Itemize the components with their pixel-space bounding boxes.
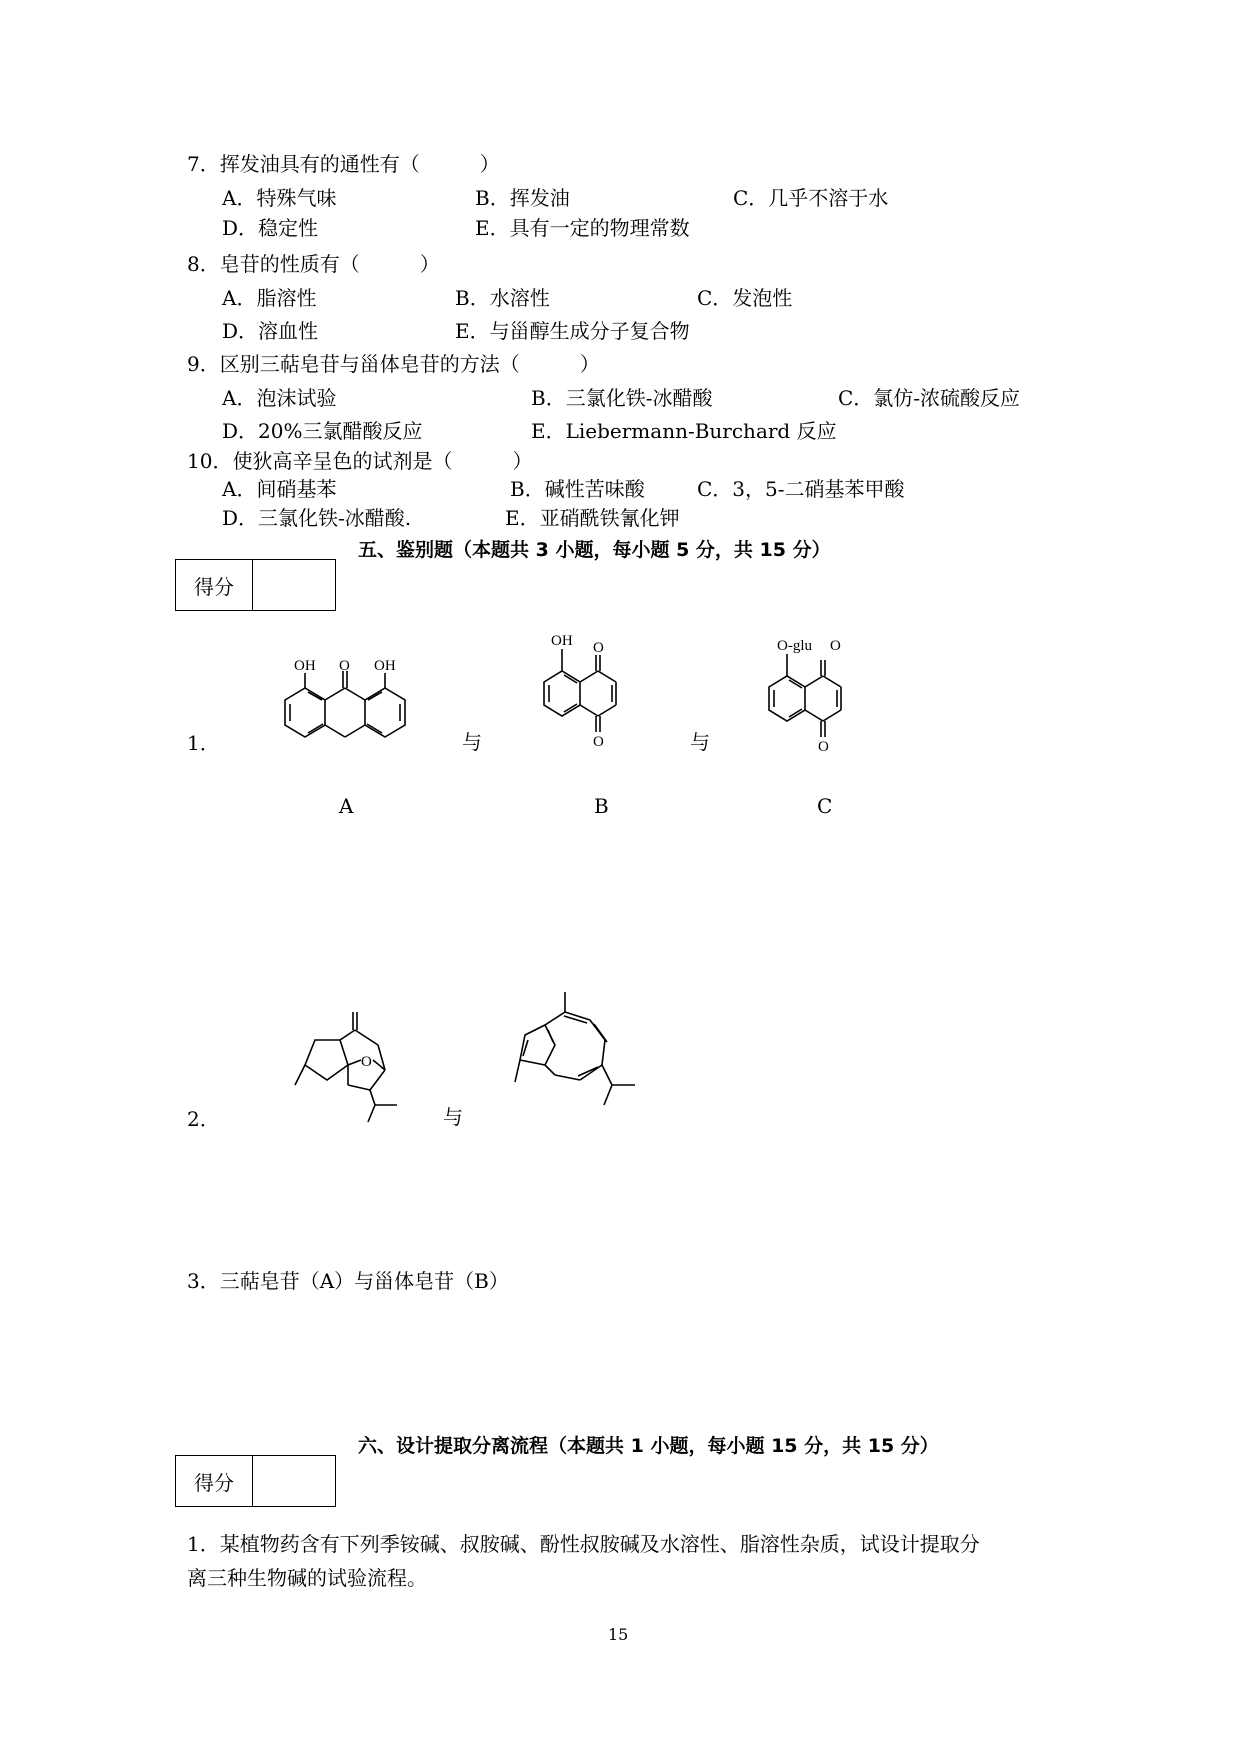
structure-label-a: A [339,794,354,818]
question-10-option-d: D．三氯化铁-冰醋酸. [222,506,412,530]
identify-q2-number: 2． [187,1107,220,1131]
question-8-option-a: A．脂溶性 [222,286,317,310]
question-9-stem: 9．区别三萜皂苷与甾体皂苷的方法（ ） [187,352,600,376]
connector-and-2: 与 [690,730,710,754]
question-8-option-d: D．溶血性 [222,319,319,343]
question-7-option-a: A．特殊气味 [222,186,337,210]
structure-a-oxygen: O [339,658,350,674]
question-8-option-e: E．与甾醇生成分子复合物 [455,319,690,343]
question-8-option-b: B．水溶性 [455,286,550,310]
structure-label-b: B [594,794,609,818]
design-q1-line2: 离三种生物碱的试验流程。 [187,1566,427,1590]
question-7-option-e: E．具有一定的物理常数 [475,216,690,240]
question-10-option-c: C．3，5-二硝基苯甲酸 [697,477,905,501]
question-9-option-c: C．氯仿-浓硫酸反应 [838,386,1021,410]
question-9-option-b: B．三氯化铁-冰醋酸 [531,386,713,410]
identify-q1-number: 1． [187,731,220,755]
section-6-score-box [175,1455,336,1507]
question-7-option-c: C．几乎不溶于水 [733,186,889,210]
question-9-option-a: A．泡沫试验 [222,386,337,410]
question-8-option-c: C．发泡性 [697,286,793,310]
structure-a-oh-left: OH [294,658,316,674]
question-10-option-b: B．碱性苦味酸 [510,477,645,501]
structure-b-oxygen-bottom: O [593,734,604,750]
question-10-option-a: A．间硝基苯 [222,477,337,501]
section-5-score-box [175,559,336,611]
identify-q3: 3．三萜皂苷（A）与甾体皂苷（B） [187,1269,509,1293]
structure-a-oh-right: OH [374,658,396,674]
score-label: 得分 [176,560,253,610]
page-number: 15 [608,1625,629,1644]
section-6-title: 六、设计提取分离流程（本题共 1 小题，每小题 15 分，共 15 分） [358,1435,939,1457]
question-7-stem: 7．挥发油具有的通性有（ ） [187,152,500,176]
question-10-stem: 10．使狄高辛呈色的试剂是（ ） [187,449,533,473]
structure-b-oh: OH [551,633,573,649]
design-q1-line1: 1．某植物药含有下列季铵碱、叔胺碱、酚性叔胺碱及水溶性、脂溶性杂质，试设计提取分 [187,1532,980,1556]
structure-guaiazulene [490,990,660,1130]
section-5-title: 五、鉴别题（本题共 3 小题，每小题 5 分，共 15 分） [358,539,831,561]
structure-ether-oxygen: O [361,1054,372,1070]
structure-b-oxygen-top: O [593,640,604,656]
structure-b-juglone [530,625,650,755]
question-9-option-d: D．20%三氯醋酸反应 [222,419,423,443]
structure-sesquiterpene-ether [260,1000,410,1130]
structure-a-anthrone [270,655,430,765]
question-9-option-e: E．Liebermann-Burchard 反应 [531,419,837,443]
question-10-option-e: E．亚硝酰铁氰化钾 [505,506,680,530]
structure-label-c: C [817,794,833,818]
structure-c-oxygen-bottom: O [818,739,829,755]
connector-and-1: 与 [462,730,482,754]
structure-c-oglu: O-glu [777,638,812,654]
question-8-stem: 8．皂苷的性质有（ ） [187,252,440,276]
connector-and-3: 与 [443,1105,463,1129]
question-7-option-d: D．稳定性 [222,216,319,240]
score-label: 得分 [176,1456,253,1506]
structure-c-glucoside [755,630,885,760]
structure-c-oxygen-top: O [830,638,841,654]
question-7-option-b: B．挥发油 [475,186,570,210]
